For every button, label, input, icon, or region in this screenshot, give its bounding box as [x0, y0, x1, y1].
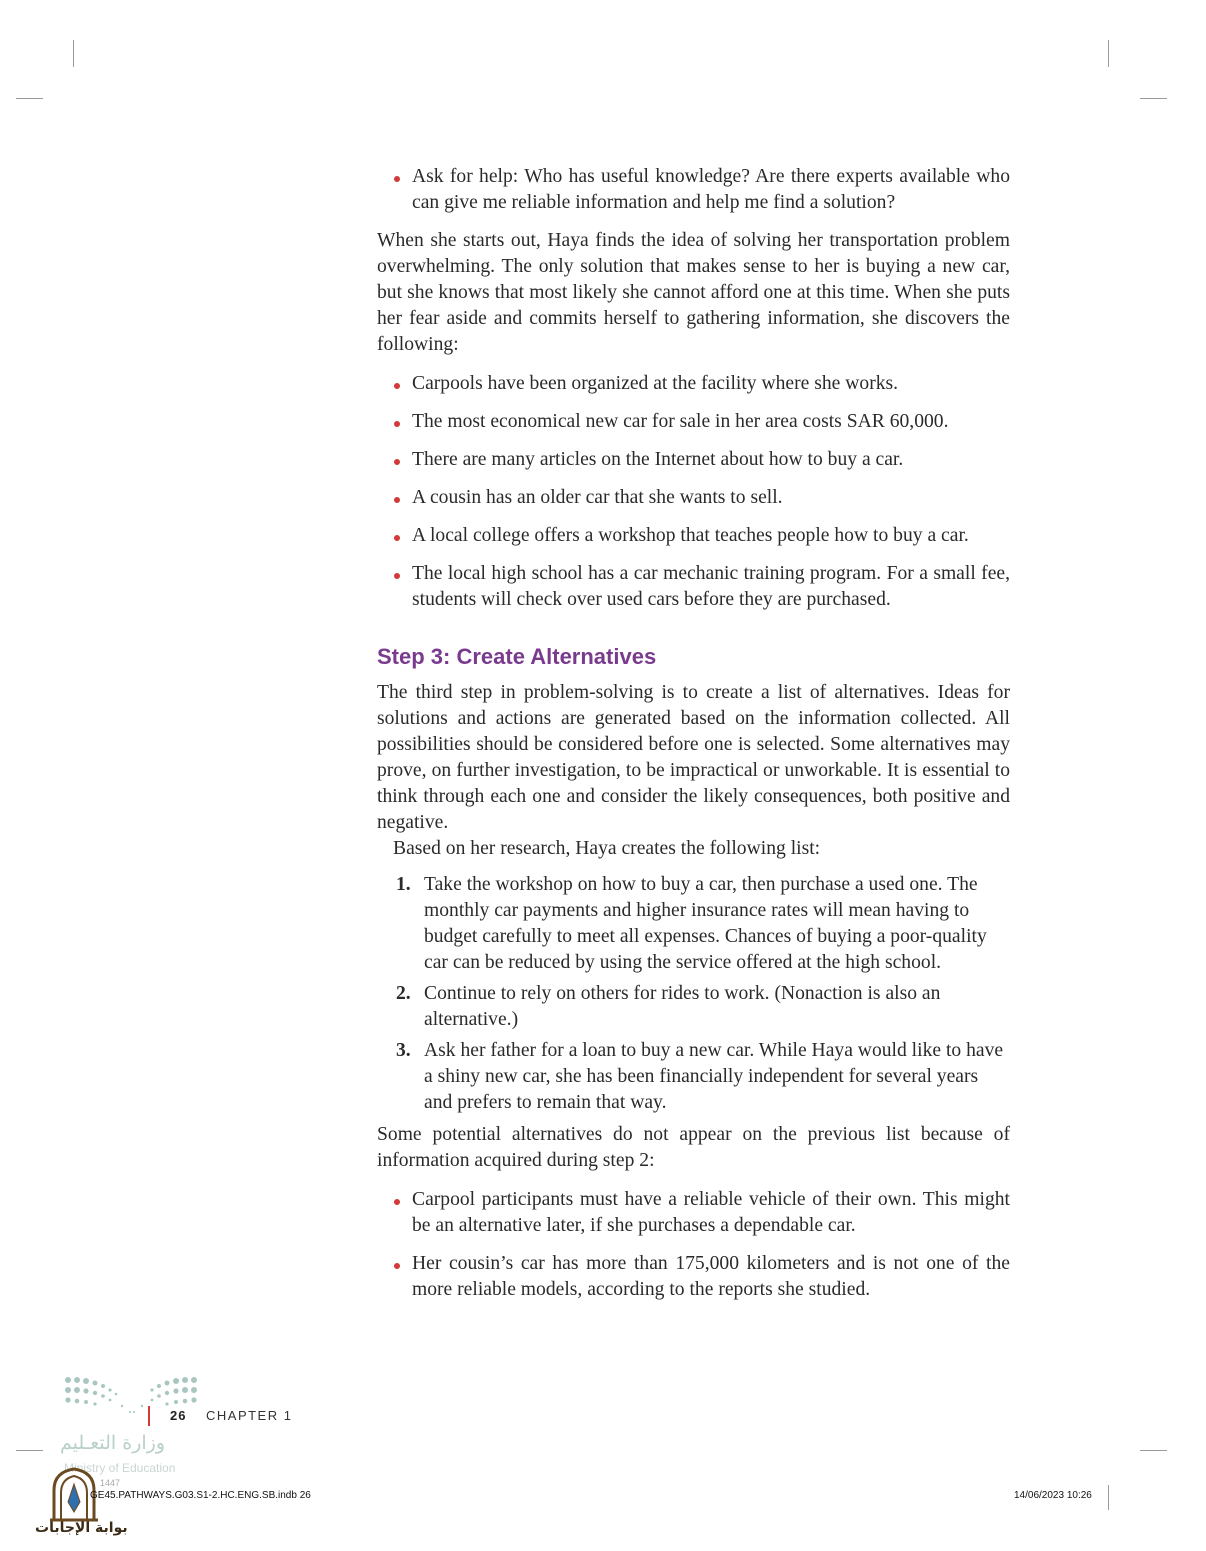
slug-file: GE45.PATHWAYS.G03.S1-2.HC.ENG.SB.indb 26: [90, 1490, 311, 1501]
crop-mark: [16, 1450, 43, 1451]
list-item: The local high school has a car mechanic training program. For a small fee, students will check over used cars before they are purchased.: [377, 561, 1010, 613]
crop-mark: [16, 98, 43, 99]
top-bullet-list: [377, 164, 1010, 216]
crop-mark: [1108, 40, 1109, 67]
item-text: Ask her father for a loan to buy a new car. While Haya would like to have a shiny new car, she has been financially independent for several years and prefers to remain that way.: [424, 1040, 1004, 1113]
list-item: [377, 872, 1010, 976]
closing-paragraph: Some potential alternatives do not appear on the previous list because of information acquired during step 2:: [377, 1124, 1010, 1171]
page-number: 26: [170, 1408, 187, 1423]
crop-mark: [73, 40, 74, 67]
chapter-label: CHAPTER 1: [206, 1408, 293, 1423]
item-text: Take the workshop on how to buy a car, then purchase a used one. The monthly car payments and higher insurance rates will mean having to budget carefully to meet all expenses. Chances of buying a poor-quality car can be reduced by using the service offered at the high school.: [424, 874, 987, 973]
intro-paragraph: When she starts out, Haya finds the idea of solving her transportation problem overwhelming. The only solution that makes sense to her is buying a new car, but she knows that most likely she cannot afford one at this time. When she puts her fear aside and commits herself to gathering information, she discovers the following:: [377, 230, 1010, 355]
list-item: The most economical new car for sale in her area costs SAR 60,000.: [377, 409, 1010, 435]
list-item: There are many articles on the Internet about how to buy a car.: [377, 447, 1010, 473]
item-number: 3.: [396, 1040, 411, 1061]
list-item: [377, 1038, 1010, 1116]
list-item: Ask for help: Who has useful knowledge? Are there experts available who can give me reliable information and help me find a solution?: [377, 164, 1010, 216]
crop-mark: [1140, 98, 1167, 99]
footer-divider: [148, 1406, 150, 1426]
item-number: 1.: [396, 874, 411, 895]
list-intro: Based on her research, Haya creates the following list:: [393, 838, 821, 859]
slug-date: 14/06/2023 10:26: [1014, 1490, 1092, 1501]
crop-mark: [1140, 1450, 1167, 1451]
item-text: Continue to rely on others for rides to work. (Nonaction is also an alternative.): [424, 983, 941, 1030]
list-item: Carpool participants must have a reliable vehicle of their own. This might be an alternative later, if she purchases a dependable car.: [377, 1187, 1010, 1239]
list-item: Carpools have been organized at the facility where she works.: [377, 371, 1010, 397]
closing-bullet-list: [377, 1187, 1010, 1303]
section-heading: Step 3: Create Alternatives: [377, 644, 657, 669]
step3-paragraph: The third step in problem-solving is to create a list of alternatives. Ideas for solutions and actions are generated based on the information collected. All possibilities should be considered before one is selected. Some alternatives may prove, on further investigation, to be impractical or unworkable. It is essential to think through each one and consider the likely consequences, both positive and negative.: [377, 682, 1010, 833]
alternatives-list: [377, 872, 1010, 1116]
ministry-logo-arabic: وزارة التعـليم: [60, 1432, 166, 1454]
list-item: [377, 981, 1010, 1033]
list-item: Her cousin’s car has more than 175,000 kilometers and is not one of the more reliable models, according to the reports she studied.: [377, 1251, 1010, 1303]
page-body: [377, 164, 1010, 1303]
ministry-logo-year: 1447: [100, 1478, 121, 1488]
ministry-logo-english: Ministry of Education: [64, 1461, 176, 1475]
watermark-text: بوابة الإجابات: [35, 1520, 128, 1536]
item-number: 2.: [396, 983, 411, 1004]
list-item: A cousin has an older car that she wants to sell.: [377, 485, 1010, 511]
list-item: A local college offers a workshop that teaches people how to buy a car.: [377, 523, 1010, 549]
findings-list: [377, 371, 1010, 613]
crop-mark: [1108, 1485, 1109, 1510]
